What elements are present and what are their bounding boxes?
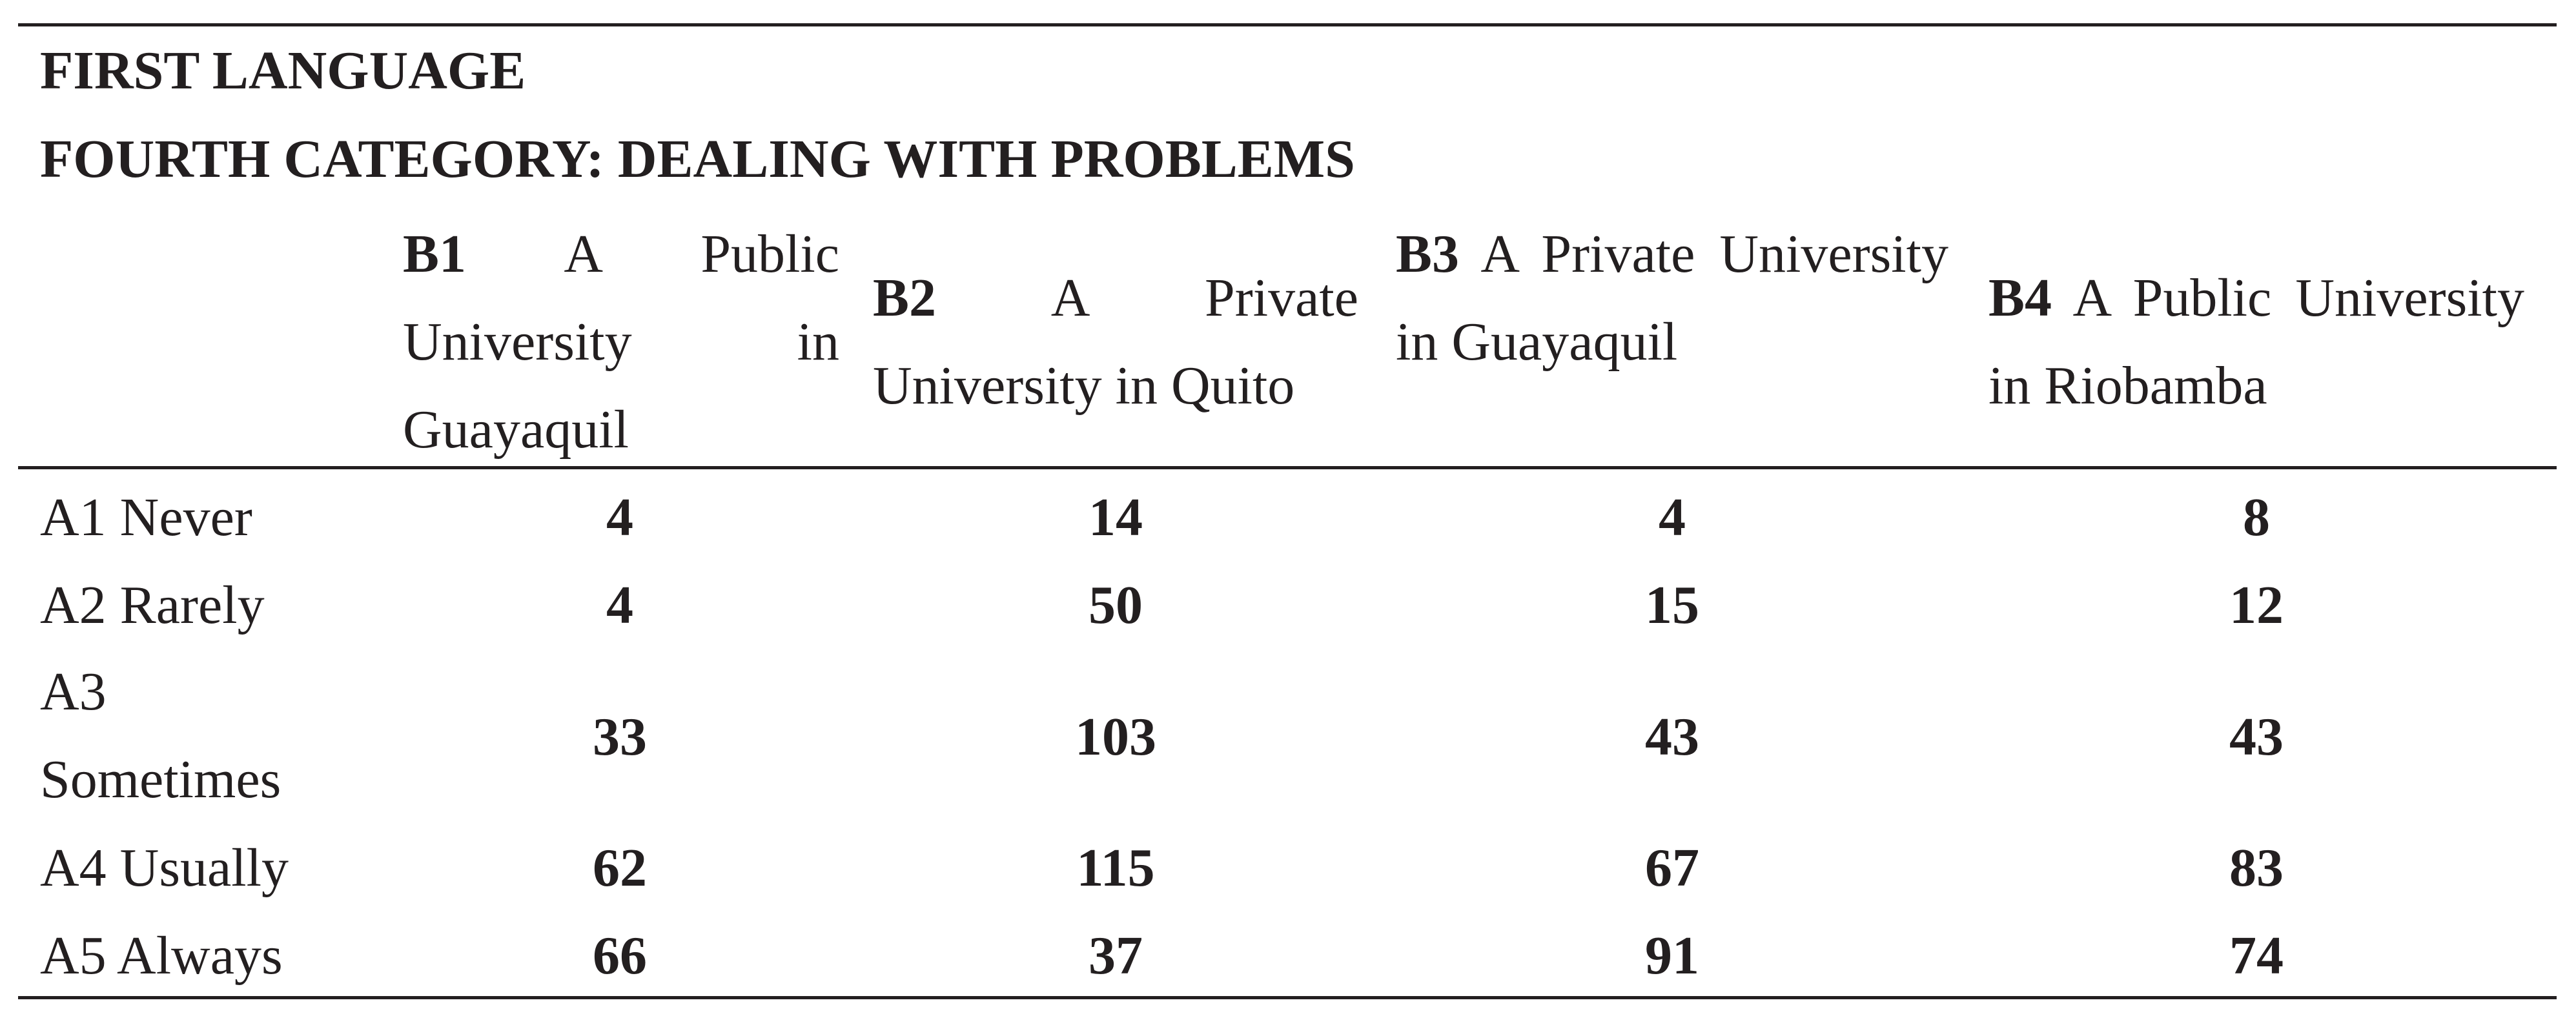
table-cell: 115 — [1076, 838, 1155, 898]
column-code: B1 — [403, 224, 467, 284]
table-cell: 4 — [606, 487, 633, 547]
table-cell: 8 — [2243, 487, 2270, 547]
table-top-rule — [18, 23, 2557, 26]
column-code: B3 — [1396, 224, 1460, 284]
column-label: A Private University in Guayaquil — [1396, 224, 1948, 372]
table-cell: 62 — [593, 838, 647, 898]
row-label-a3-line1: A3 — [40, 662, 107, 722]
row-label-a5: A5 Always — [40, 926, 283, 986]
column-header-b4 — [1988, 254, 2524, 430]
column-code: B4 — [1988, 268, 2052, 328]
column-label: A Public University in Guayaquil — [403, 224, 839, 460]
row-label-a4: A4 Usually — [40, 838, 289, 898]
column-label: A Public University in Riobamba — [1988, 268, 2525, 416]
table-cell: 14 — [1089, 487, 1143, 547]
table-bottom-rule — [18, 996, 2557, 999]
column-header-b2 — [873, 254, 1358, 430]
table-cell: 91 — [1645, 926, 1699, 986]
column-header-b1 — [403, 210, 839, 474]
table-cell: 43 — [1645, 707, 1699, 767]
table-cell: 37 — [1089, 926, 1143, 986]
table-cell: 67 — [1645, 838, 1699, 898]
table-cell: 83 — [2229, 838, 2284, 898]
table-cell: 4 — [606, 575, 633, 635]
table-cell: 33 — [593, 707, 647, 767]
column-header-b3 — [1396, 210, 1948, 386]
table-cell: 103 — [1075, 707, 1156, 767]
table-cell: 50 — [1089, 575, 1143, 635]
column-code: B2 — [873, 268, 937, 328]
row-label-a3-line2: Sometimes — [40, 749, 281, 809]
row-label-a1: A1 Never — [40, 487, 252, 547]
table-cell: 4 — [1659, 487, 1686, 547]
table-cell: 74 — [2229, 926, 2284, 986]
table-title: FIRST LANGUAGE — [40, 41, 526, 101]
table-cell: 15 — [1645, 575, 1699, 635]
row-label-a2: A2 Rarely — [40, 575, 265, 635]
table-cell: 12 — [2229, 575, 2284, 635]
column-label: A Private University in Quito — [873, 268, 1358, 416]
table-cell: 43 — [2229, 707, 2284, 767]
table-cell: 66 — [593, 926, 647, 986]
header-bottom-rule — [18, 466, 2557, 469]
table-subtitle: FOURTH CATEGORY: DEALING WITH PROBLEMS — [40, 129, 1355, 189]
